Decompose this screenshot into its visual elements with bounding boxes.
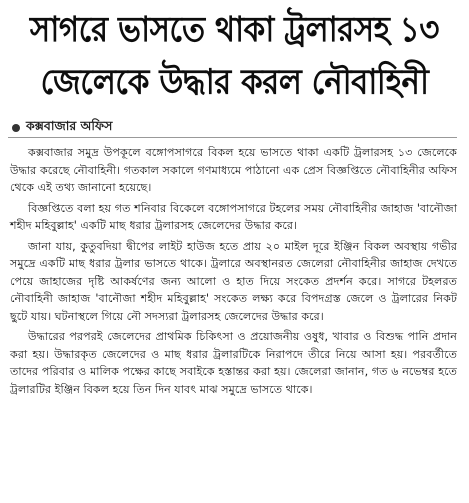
paragraph-2: বিজ্ঞপ্তিতে বলা হয় গত শনিবার বিকেলে বঙ্গোপসাগরে টহলের সময় নৌবাহিনীর জাহাজ 'বানৌজা শহীদ মহিবুল্লাহ' একটি মাছ ধরার ট্রলারসহ জেলেদের উদ্ধার করে।	[10, 201, 457, 232]
bullet-icon	[12, 124, 20, 132]
headline-line-1: সাগরে ভাসতে থাকা ট্রলারসহ ১৩	[29, 9, 440, 50]
article-body	[10, 144, 457, 401]
paragraph-1: কক্সবাজার সমুদ্র উপকূলে বঙ্গোপসাগরে বিকল হয়ে ভাসতে থাকা একটি ট্রলারসহ ১৩ জেলেকে উদ্ধার করেছে নৌবাহিনী। গতকাল সকালে গণমাধ্যমে পাঠানো এক প্রেস বিজ্ঞপ্তিতে নৌবাহিনীর অফিস থেকে এই তথ্য জানানো হয়েছে।	[10, 146, 457, 194]
byline-text: কক্সবাজার অফিস	[26, 118, 113, 133]
headline-line-2: জেলেকে উদ্ধার করল নৌবাহিনী	[40, 62, 429, 103]
paragraph-3: জানা যায়, কুতুবদিয়া দ্বীপের লাইট হাউজ হতে প্রায় ২০ মাইল দূরে ইঞ্জিন বিকল অবস্থায় গভীর সমুদ্রে একটি মাছ ধরার ট্রলার ভাসতে থাকে। ট্রলারে অবস্থানরত জেলেরা নৌবাহিনীর জাহাজ দেখতে পেয়ে জাহাজের দৃষ্টি আকর্ষণের জন্য আলো ও হাত দিয়ে সংকেত প্রদর্শন করে। সাগরে টহলরত নৌবাহিনী জাহাজ 'বানৌজা শহীদ মহিবুল্লাহ' সংকেত লক্ষ্য করে বিপদগ্রস্ত জেলে ও ট্রলারের নিকট ছুটে যায়। ঘটনাস্থলে গিয়ে নৌ সদস্যরা ট্রলারসহ জেলেদের উদ্ধার করে।	[10, 239, 457, 323]
paragraph-4: উদ্ধারের পরপরই জেলেদের প্রাথমিক চিকিৎসা ও প্রয়োজনীয় ওষুধ, খাবার ও বিশুদ্ধ পানি প্রদান করা হয়। উদ্ধারকৃত জেলেদের ও মাছ ধরার ট্রলারটিকে নিরাপদে তীরে নিয়ে আসা হয়। পরবর্তীতে তাদের পরিবার ও মালিক পক্ষের কাছে সবাইকে হস্তান্তর করা হয়। জেলেরা জানান, গত ৬ নভেম্বর হতে ট্রলারটির ইঞ্জিন বিকল হয়ে তিন দিন যাবৎ মাঝ সমুদ্রে ভাসতে থাকে।	[10, 330, 457, 396]
headline	[6, 4, 463, 109]
divider	[8, 137, 457, 138]
byline	[12, 118, 112, 138]
